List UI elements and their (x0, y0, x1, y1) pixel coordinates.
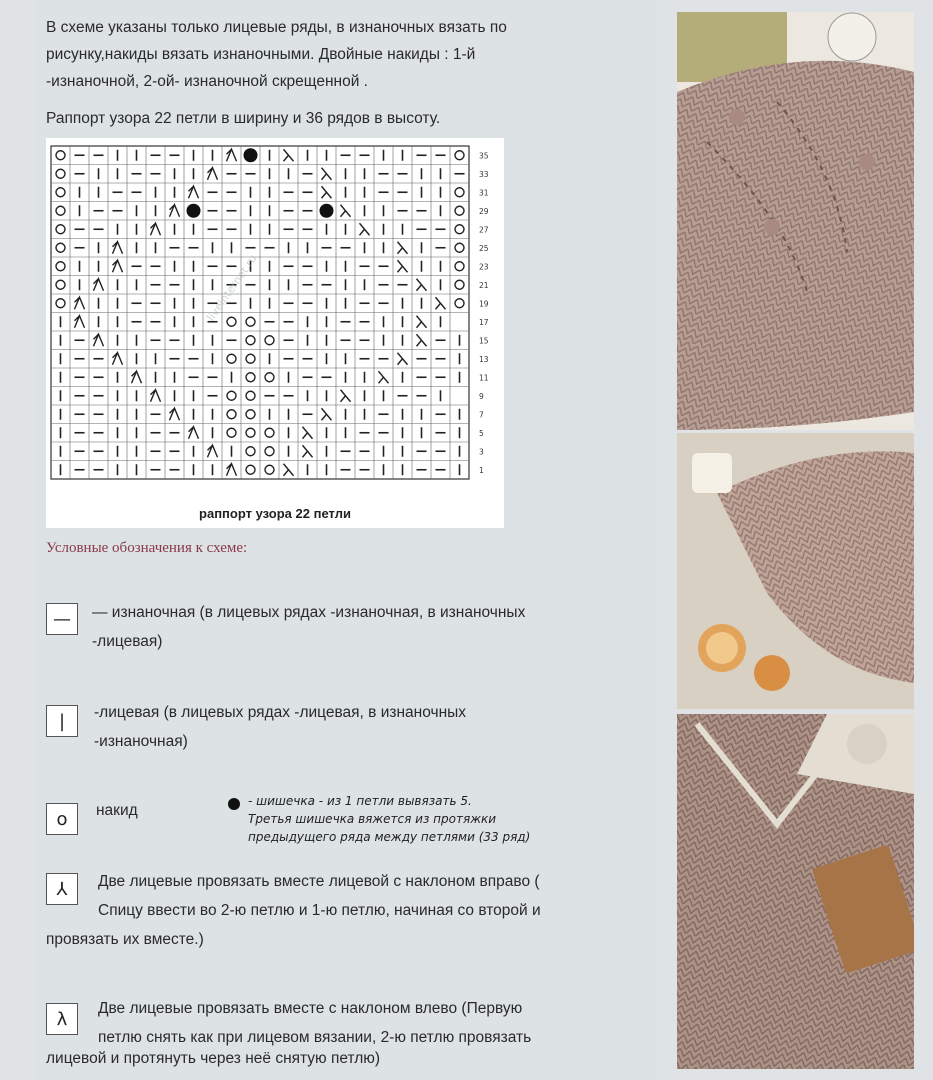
chart-row-number: 3 (479, 447, 484, 457)
chart-caption: раппорт узора 22 петли (199, 506, 351, 521)
legend-k2tog-right (98, 867, 658, 925)
photo-sweater-top (677, 12, 914, 430)
intro-line-3: -изнаночной, 2-ой- изнаночной скрещенной . (46, 73, 368, 90)
legend-bobble-line-1: - шишечка - из 1 петли вывязать 5. (248, 794, 472, 808)
chart-row-number: 33 (479, 169, 489, 179)
chart-row-number: 15 (479, 336, 489, 346)
intro-line-2: рисунку,накиды вязать изнаночными. Двойные накиды : 1-й (46, 46, 476, 63)
k2tog-right-symbol-icon: ⅄ (46, 873, 78, 905)
chart-row-number: 35 (479, 151, 489, 161)
chart-bobble (320, 204, 334, 218)
legend-title: Условные обозначения к схеме: (46, 540, 248, 556)
chart-watermark: liveinternet.ru (204, 252, 260, 324)
chart-row-number: 11 (479, 373, 489, 383)
legend-knit-line-1: -лицевая (в лицевых рядах -лицевая, в изнаночных (94, 704, 467, 721)
chart-row-number: 5 (479, 428, 484, 438)
chart-row-number: 25 (479, 243, 489, 253)
legend-k2tog-left-line-3: лицевой и протянуть через неё снятую петлю) (46, 1050, 381, 1067)
chart-bobble (244, 148, 258, 162)
chart-row-number: 21 (479, 280, 489, 290)
chart-row-number: 29 (479, 206, 489, 216)
yarnover-symbol-icon: o (46, 803, 78, 835)
chart-row-number: 23 (479, 262, 489, 272)
legend-knit-line-2: -изнаночная) (94, 733, 188, 750)
legend-k2tog-right-line-1: Две лицевые провязать вместе лицевой с наклоном вправо ( (98, 873, 540, 890)
chart-row-number: 9 (479, 391, 484, 401)
rapport-text: Раппорт узора 22 петли в ширину и 36 рядов в высоту. (46, 110, 441, 127)
legend-purl (92, 598, 652, 656)
legend-yarnover-label: накид (96, 802, 138, 819)
legend-k2tog-left-line-1: Две лицевые провязать вместе с наклоном влево (Первую (98, 1000, 523, 1017)
chart-row-number: 13 (479, 354, 489, 364)
chart-row-number: 1 (479, 465, 484, 475)
chart-row-number: 31 (479, 188, 489, 198)
legend-bobble-line-3: предыдущего ряда между петлями (33 ряд) (248, 830, 531, 844)
legend-knit (94, 698, 654, 756)
intro-text (46, 14, 646, 132)
pattern-description-panel (36, 0, 662, 1080)
photo-sweater-folded (677, 433, 914, 709)
knit-symbol-icon: | (46, 705, 78, 737)
chart-bobble (187, 204, 201, 218)
purl-symbol-icon: — (46, 603, 78, 635)
legend-k2tog-right-line-2: Спицу ввести во 2-ю петлю и 1-ю петлю, начиная со второй и (98, 902, 541, 919)
chart-row-number: 19 (479, 299, 489, 309)
photo-sweater-flat (677, 714, 914, 1069)
chart-row-number: 17 (479, 317, 489, 327)
bobble-icon (228, 798, 240, 810)
chart-row-number: 27 (479, 225, 489, 235)
k2tog-left-symbol-icon: λ (46, 1003, 78, 1035)
chart-row-number: 7 (479, 410, 484, 420)
legend-bobble-line-2: Третья шишечка вяжется из протяжки (248, 812, 497, 826)
knitting-chart (46, 138, 504, 528)
legend-purl-line-1: — изнаночная (в лицевых рядах -изнаночная, в изнаночных (92, 604, 526, 621)
intro-line-1: В схеме указаны только лицевые ряды, в изнаночных вязать по (46, 19, 507, 36)
legend-bobble (248, 792, 608, 846)
legend-purl-line-2: -лицевая) (92, 633, 163, 650)
legend-k2tog-right-line-3: провязать их вместе.) (46, 931, 204, 948)
knitting-chart-grid (46, 138, 504, 503)
legend-k2tog-left-line-2: петлю снять как при лицевом вязании, 2-ю петлю провязать (98, 1029, 532, 1046)
